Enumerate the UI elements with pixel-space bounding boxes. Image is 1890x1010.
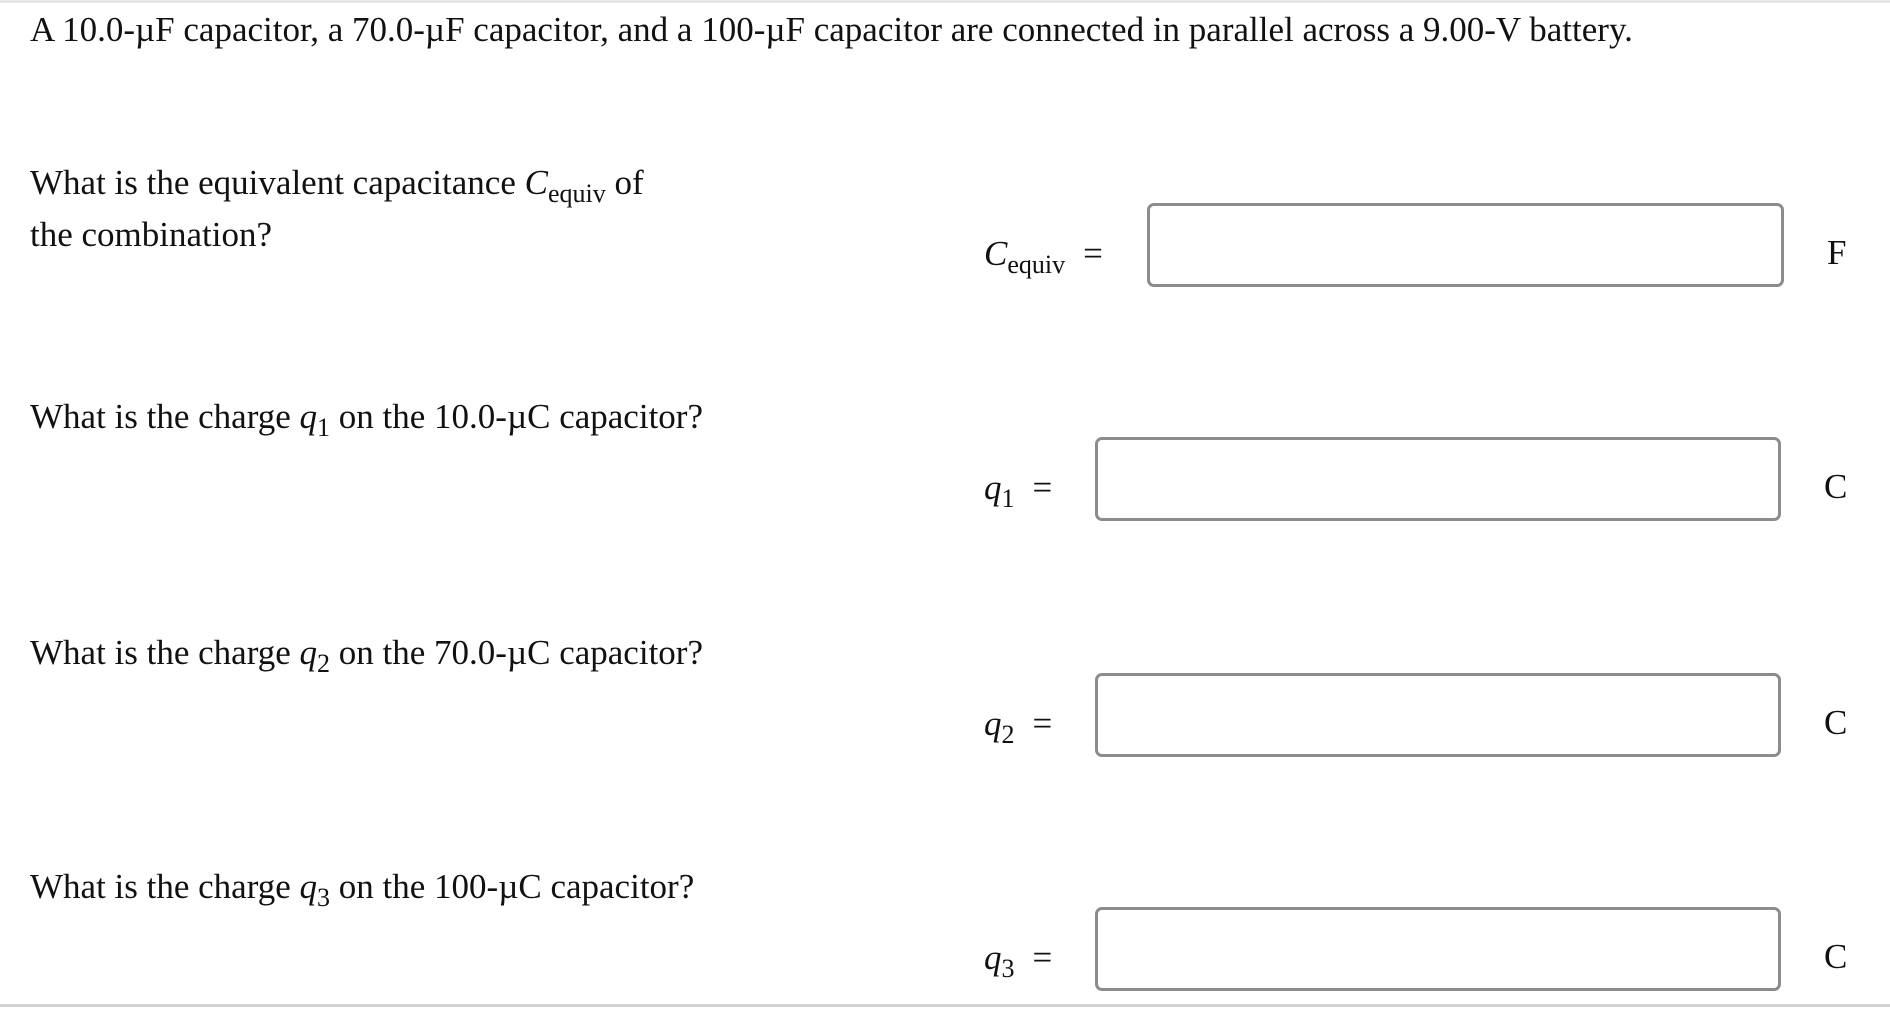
answer-label-q1: $q_1$ = bbox=[984, 468, 1053, 513]
question-equiv-capacitance bbox=[30, 157, 644, 261]
question-text: What is the charge bbox=[30, 633, 300, 672]
problem-statement: A 10.0-µF capacitor, a 70.0-µF capacitor, and a 100-µF capacitor are connected in parallel across a 9.00-V battery. bbox=[30, 10, 1633, 49]
c-equiv-input[interactable] bbox=[1147, 203, 1784, 287]
bottom-divider bbox=[0, 1004, 1890, 1007]
unit-farad: F bbox=[1827, 233, 1847, 272]
question-text-line2: the combination? bbox=[30, 215, 273, 254]
question-q1 bbox=[30, 391, 703, 443]
question-text: What is the charge bbox=[30, 397, 300, 436]
answer-label-q2: $q_2$ = bbox=[984, 704, 1053, 749]
variable-q3: $q_3$ bbox=[299, 867, 331, 912]
question-text: What is the charge bbox=[30, 867, 300, 906]
question-text-after: on the 10.0-µC capacitor? bbox=[330, 397, 703, 436]
question-text-after: on the 100-µC capacitor? bbox=[330, 867, 695, 906]
answer-label-q3: $q_3$ = bbox=[984, 938, 1053, 983]
unit-coulomb-q3: C bbox=[1824, 937, 1848, 976]
q1-input[interactable] bbox=[1095, 437, 1781, 521]
unit-coulomb-q2: C bbox=[1824, 703, 1848, 742]
unit-coulomb-q1: C bbox=[1824, 467, 1848, 506]
question-q3 bbox=[30, 861, 694, 913]
question-text: What is the equivalent capacitance bbox=[30, 163, 525, 202]
variable-c-equiv: $C_{equiv}$ bbox=[524, 163, 606, 208]
variable-q1: $q_1$ bbox=[299, 397, 331, 442]
answer-label-c-equiv: $C_{equiv}$ = bbox=[984, 234, 1103, 279]
question-text-after: on the 70.0-µC capacitor? bbox=[330, 633, 703, 672]
q3-input[interactable] bbox=[1095, 907, 1781, 991]
q2-input[interactable] bbox=[1095, 673, 1781, 757]
variable-q2: $q_2$ bbox=[299, 633, 331, 678]
top-divider bbox=[0, 0, 1890, 3]
question-text-after: of bbox=[605, 163, 644, 202]
question-q2 bbox=[30, 627, 703, 679]
